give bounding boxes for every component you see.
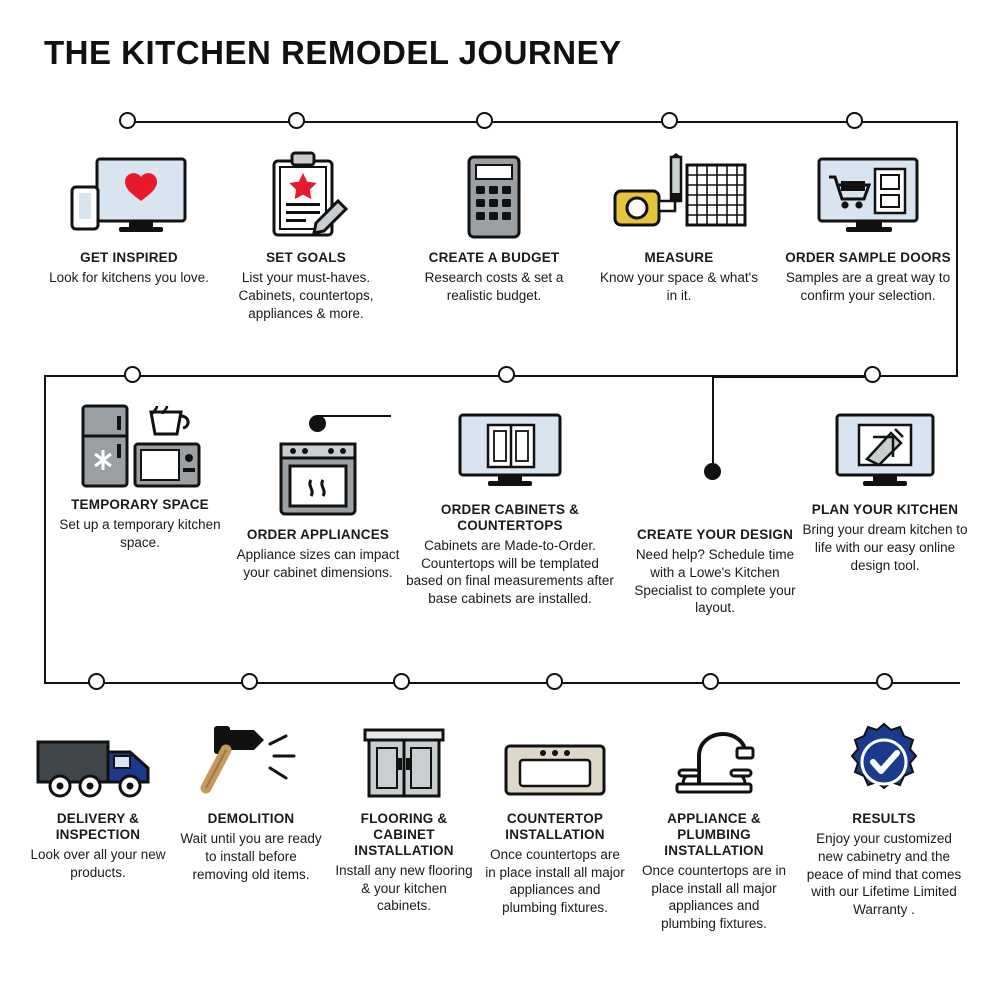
delivery-truck-icon xyxy=(22,706,174,802)
step-set-goals[interactable] xyxy=(222,145,390,322)
step-create-your-design[interactable] xyxy=(632,430,798,617)
step-desc: Research costs & set a realistic budget. xyxy=(424,269,564,303)
timeline-node-2 xyxy=(288,112,305,129)
calculator-icon xyxy=(406,145,582,241)
step-desc: Samples are a great way to confirm your selection. xyxy=(785,269,951,303)
monitor-ruler-pencil-icon xyxy=(802,405,968,493)
timeline-node-1 xyxy=(119,112,136,129)
connector-line-left-down xyxy=(44,375,46,683)
step-plan-your-kitchen[interactable] xyxy=(802,405,968,574)
step-desc: Look for kitchens you love. xyxy=(49,269,209,285)
clipboard-star-checklist-icon xyxy=(222,145,390,241)
cabinet-flooring-icon xyxy=(334,706,474,802)
timeline-node-4 xyxy=(661,112,678,129)
step-order-sample-doors[interactable] xyxy=(780,145,956,305)
step-title: CREATE A BUDGET xyxy=(428,250,560,265)
step-desc: Look over all your new products. xyxy=(30,846,166,880)
step-title: PLAN YOUR KITCHEN xyxy=(811,502,959,517)
timeline-node-7 xyxy=(498,366,515,383)
step-appliance-plumbing-installation[interactable] xyxy=(640,706,788,933)
sledgehammer-icon xyxy=(178,706,324,802)
step-desc: Appliance sizes can impact your cabinet dimensions. xyxy=(236,546,400,580)
step-title: SET GOALS xyxy=(266,250,346,265)
timeline-node-5 xyxy=(846,112,863,129)
step-desc: List your must-haves. Cabinets, countertops, appliances & more. xyxy=(238,269,374,321)
step-title: FLOORING & CABINET INSTALLATION xyxy=(354,811,454,858)
step-title: CREATE YOUR DESIGN xyxy=(636,527,794,542)
refrigerator-microwave-icon xyxy=(56,400,224,488)
monitor-shopping-cart-door-icon xyxy=(780,145,956,241)
step-title: MEASURE xyxy=(644,250,714,265)
timeline-node-13 xyxy=(702,673,719,690)
connector-line-row1 xyxy=(128,121,958,123)
step-title: RESULTS xyxy=(852,811,916,826)
step-order-cabinets-countertops[interactable] xyxy=(406,405,614,608)
step-desc: Bring your dream kitchen to life with our easy online design tool. xyxy=(802,521,968,573)
step-desc: Know your space & what's in it. xyxy=(600,269,758,303)
step-title: GET INSPIRED xyxy=(80,250,178,265)
connector-line-row3 xyxy=(44,682,960,684)
design-consultation-icon xyxy=(632,430,798,518)
step-delivery-inspection[interactable] xyxy=(22,706,174,881)
step-title: ORDER SAMPLE DOORS xyxy=(785,250,951,265)
timeline-node-8 xyxy=(864,366,881,383)
step-results[interactable] xyxy=(806,706,962,919)
step-desc: Wait until you are ready to install before removing old items. xyxy=(180,830,322,882)
step-title: APPLIANCE & PLUMBING INSTALLATION xyxy=(664,811,764,858)
timeline-node-11 xyxy=(393,673,410,690)
step-desc: Need help? Schedule time with a Lowe's Kitchen Specialist to complete your layout. xyxy=(634,546,796,616)
timeline-node-12 xyxy=(546,673,563,690)
connector-branch-design xyxy=(712,376,872,378)
step-get-inspired[interactable] xyxy=(45,145,213,287)
step-desc: Once countertops are in place install all major appliances and plumbing fixtures. xyxy=(485,846,625,916)
checkmark-badge-icon xyxy=(806,706,962,802)
timeline-node-6 xyxy=(124,366,141,383)
connector-line-right-down xyxy=(956,121,958,376)
step-demolition[interactable] xyxy=(178,706,324,883)
step-create-a-budget[interactable] xyxy=(406,145,582,305)
step-desc: Cabinets are Made-to-Order. Countertops will be templated based on final measurements after base cabinets are installed. xyxy=(406,537,614,607)
step-flooring-cabinet-installation[interactable] xyxy=(334,706,474,915)
countertop-cooktop-icon xyxy=(484,706,626,802)
step-order-appliances[interactable] xyxy=(234,430,402,582)
step-countertop-installation[interactable] xyxy=(484,706,626,917)
connector-branch-oven xyxy=(317,415,391,417)
step-title: TEMPORARY SPACE xyxy=(71,497,209,512)
step-title: DEMOLITION xyxy=(207,811,295,826)
step-desc: Once countertops are in place install all major appliances and plumbing fixtures. xyxy=(641,862,787,932)
computer-monitor-heart-icon xyxy=(45,145,213,241)
oven-range-icon xyxy=(234,430,402,518)
page-title: THE KITCHEN REMODEL JOURNEY xyxy=(44,34,622,71)
faucet-sink-icon xyxy=(640,706,788,802)
step-measure[interactable] xyxy=(596,145,762,305)
step-desc: Set up a temporary kitchen space. xyxy=(59,516,221,550)
timeline-node-14 xyxy=(876,673,893,690)
monitor-cabinet-icon xyxy=(406,405,614,493)
step-desc: Install any new flooring & your kitchen cabinets. xyxy=(335,862,473,914)
tape-measure-pencil-grid-icon xyxy=(596,145,762,241)
step-title: ORDER APPLIANCES xyxy=(246,527,390,542)
step-temporary-space[interactable] xyxy=(56,400,224,552)
timeline-node-3 xyxy=(476,112,493,129)
timeline-node-10 xyxy=(241,673,258,690)
timeline-node-9 xyxy=(88,673,105,690)
step-title: ORDER CABINETS & COUNTERTOPS xyxy=(440,502,580,533)
step-title: DELIVERY & INSPECTION xyxy=(55,811,141,842)
step-desc: Enjoy your customized new cabinetry and the peace of mind that comes with our Lifetime Limited Warranty . xyxy=(806,830,962,918)
step-title: COUNTERTOP INSTALLATION xyxy=(505,811,605,842)
